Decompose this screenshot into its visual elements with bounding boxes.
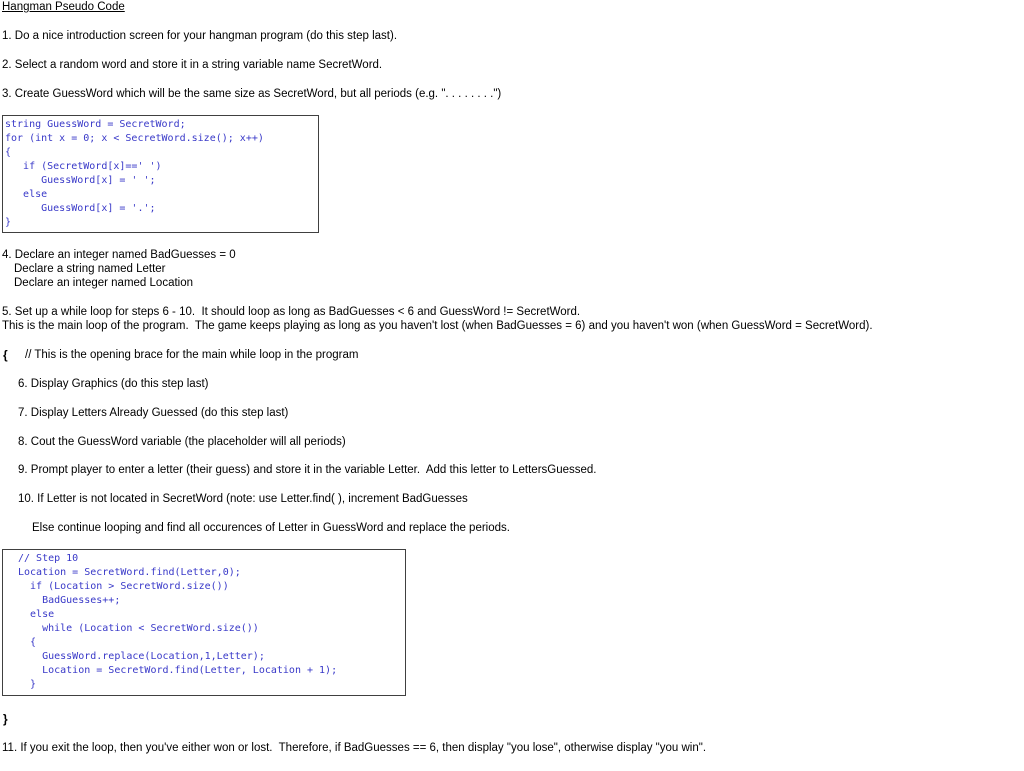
step-2: 2. Select a random word and store it in a string variable name SecretWord. — [2, 59, 383, 71]
step-1: 1. Do a nice introduction screen for your hangman program (do this step last). — [2, 30, 398, 42]
code-line: { — [5, 147, 12, 158]
open-brace-comment: // This is the opening brace for the main while loop in the program — [25, 349, 359, 361]
step-4-line-3: Declare an integer named Location — [14, 277, 194, 289]
step-9: 9. Prompt player to enter a letter (their guess) and store it in the variable Letter. Add this letter to LettersGuessed. — [18, 464, 597, 476]
step-5-line-2: This is the main loop of the program. The game keeps playing as long as you haven't lost (when BadGuesses = 6) and you haven't won (when GuessWord = SecretWord). — [2, 320, 873, 332]
code-line: while (Location < SecretWord.size()) — [18, 623, 259, 634]
code-line: // Step 10 — [18, 553, 79, 564]
code-line: Location = SecretWord.find(Letter,0); — [18, 567, 241, 578]
step-10: 10. If Letter is not located in SecretWord (note: use Letter.find( ), increment BadGuesses — [18, 493, 468, 505]
open-brace: { — [3, 348, 8, 362]
code-line: if (Location > SecretWord.size()) — [18, 581, 229, 592]
code-block-step-10 — [2, 549, 406, 696]
code-line: else — [18, 609, 55, 620]
step-5-line-1: 5. Set up a while loop for steps 6 - 10. It should loop as long as BadGuesses < 6 and GuessWord != SecretWord. — [2, 306, 581, 318]
step-6: 6. Display Graphics (do this step last) — [18, 378, 209, 390]
step-4-line-1: 4. Declare an integer named BadGuesses = 0 — [2, 249, 236, 261]
code-line: Location = SecretWord.find(Letter, Location + 1); — [18, 665, 338, 676]
step-4-line-2: Declare a string named Letter — [14, 263, 166, 275]
code-line: { — [18, 637, 37, 648]
code-line: GuessWord[x] = ' '; — [5, 175, 156, 186]
close-brace: } — [3, 712, 8, 726]
code-line: else — [5, 189, 48, 200]
code-line: GuessWord[x] = '.'; — [5, 203, 156, 214]
code-line: if (SecretWord[x]==' ') — [5, 161, 162, 172]
code-line: string GuessWord = SecretWord; — [5, 119, 186, 130]
step-8: 8. Cout the GuessWord variable (the placeholder will all periods) — [18, 436, 346, 448]
code-line: } — [18, 679, 37, 690]
step-7: 7. Display Letters Already Guessed (do this step last) — [18, 407, 289, 419]
step-11: 11. If you exit the loop, then you've either won or lost. Therefore, if BadGuesses == 6, then display "you lose", otherwise display "you win". — [2, 742, 707, 754]
step-10-else: Else continue looping and find all occurences of Letter in GuessWord and replace the periods. — [32, 522, 510, 534]
code-line: for (int x = 0; x < SecretWord.size(); x++) — [5, 133, 264, 144]
code-line: BadGuesses++; — [18, 595, 121, 606]
step-3: 3. Create GuessWord which will be the same size as SecretWord, but all periods (e.g. ". . . . . . . .") — [2, 88, 502, 100]
code-line: } — [5, 217, 12, 228]
code-line: GuessWord.replace(Location,1,Letter); — [18, 651, 265, 662]
code-block-guessword — [2, 115, 319, 233]
page-title: Hangman Pseudo Code — [2, 1, 125, 13]
